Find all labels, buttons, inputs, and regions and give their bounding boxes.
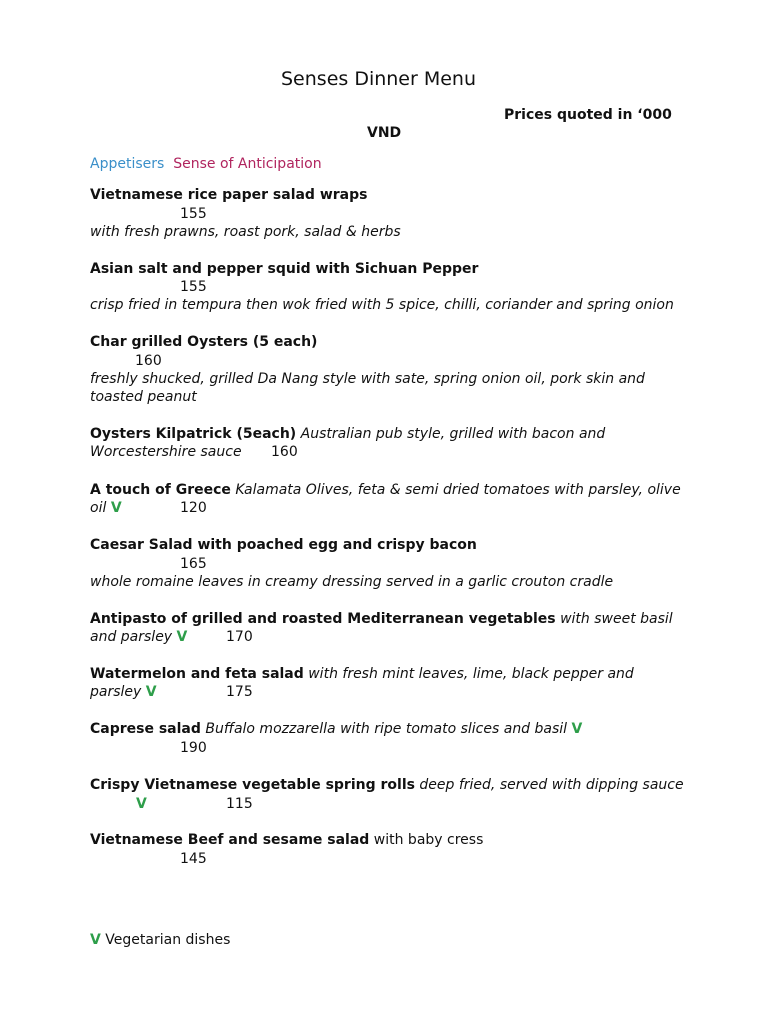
legend (90, 931, 230, 949)
menu-item-description-end: oil (90, 500, 107, 516)
menu-item-price: 160 (271, 444, 298, 460)
vegetarian-mark: V (571, 721, 583, 737)
menu-item-price: 145 (180, 851, 207, 867)
menu-item-description: with fresh mint leaves, lime, black pepper and (308, 666, 634, 682)
menu-item-description (90, 683, 157, 701)
vegetarian-mark: V (90, 932, 101, 948)
menu-item-description (90, 628, 187, 646)
menu-item-price: 155 (180, 206, 207, 222)
menu-item (90, 610, 673, 628)
menu-item-description: Worcestershire sauce (90, 444, 242, 460)
menu-title: Senses Dinner Menu (281, 68, 477, 90)
menu-item-description: with baby cress (373, 832, 484, 848)
menu-item (90, 425, 605, 443)
menu-item-price: 115 (226, 796, 253, 812)
menu-item-price: 120 (180, 500, 207, 516)
menu-item-name: Crispy Vietnamese vegetable spring rolls (90, 777, 415, 793)
menu-item-name: A touch of Greece (90, 482, 231, 498)
menu-item-name: Oysters Kilpatrick (5each) (90, 426, 297, 442)
prices-note-unit: VND (367, 125, 402, 141)
prices-note: Prices quoted in ‘000 (504, 107, 672, 123)
menu-item-price: 165 (180, 556, 207, 572)
menu-item-description: Australian pub style, grilled with bacon and (300, 426, 606, 442)
legend-text: Vegetarian dishes (105, 932, 231, 948)
menu-item-name: Caprese salad (90, 721, 201, 737)
menu-item-description (90, 499, 122, 517)
menu-item-description: crisp fried in tempura then wok fried with 5 spice, chilli, coriander and spring onion (90, 297, 674, 313)
menu-item-price: 170 (226, 629, 253, 645)
menu-item-description-end: parsley (90, 684, 142, 700)
menu-item-description: toasted peanut (90, 389, 197, 405)
menu-item-description: whole romaine leaves in creamy dressing served in a garlic crouton cradle (90, 574, 614, 590)
menu-item-name: Watermelon and feta salad (90, 666, 304, 682)
menu-item-description: with sweet basil (560, 611, 673, 627)
section-subtitle: Sense of Anticipation (173, 156, 322, 172)
menu-item-price: 190 (180, 740, 207, 756)
menu-item (90, 831, 483, 849)
menu-item (90, 665, 634, 683)
menu-item (90, 776, 684, 794)
vegetarian-mark: V (110, 500, 122, 516)
section-category: Appetisers (90, 156, 165, 172)
menu-item-description-end: and parsley (90, 629, 173, 645)
menu-item-name: Vietnamese Beef and sesame salad (90, 832, 370, 848)
menu-item-description: deep fried, served with dipping sauce (419, 777, 684, 793)
menu-item-name: Antipasto of grilled and roasted Mediterranean vegetables (90, 611, 556, 627)
menu-item-description: Kalamata Olives, feta & semi dried tomatoes with parsley, olive (235, 482, 681, 498)
section-heading (90, 155, 322, 173)
vegetarian-mark: V (145, 684, 157, 700)
menu-item-price: 160 (135, 353, 162, 369)
menu-item-description: Buffalo mozzarella with ripe tomato slices and basil (205, 721, 568, 737)
menu-item-description: with fresh prawns, roast pork, salad & herbs (90, 224, 401, 240)
menu-item (90, 481, 681, 499)
menu-item-price: 175 (226, 684, 253, 700)
menu-item-description: freshly shucked, grilled Da Nang style with sate, spring onion oil, pork skin and (90, 371, 645, 387)
vegetarian-mark: V (136, 796, 147, 812)
menu-item-name: Char grilled Oysters (5 each) (90, 334, 318, 350)
menu-item-price: 155 (180, 279, 207, 295)
menu-item-name: Caesar Salad with poached egg and crispy bacon (90, 537, 477, 553)
vegetarian-mark: V (176, 629, 188, 645)
menu-item-name: Vietnamese rice paper salad wraps (90, 187, 368, 203)
menu-item-name: Asian salt and pepper squid with Sichuan Pepper (90, 261, 479, 277)
menu-item (90, 720, 582, 738)
